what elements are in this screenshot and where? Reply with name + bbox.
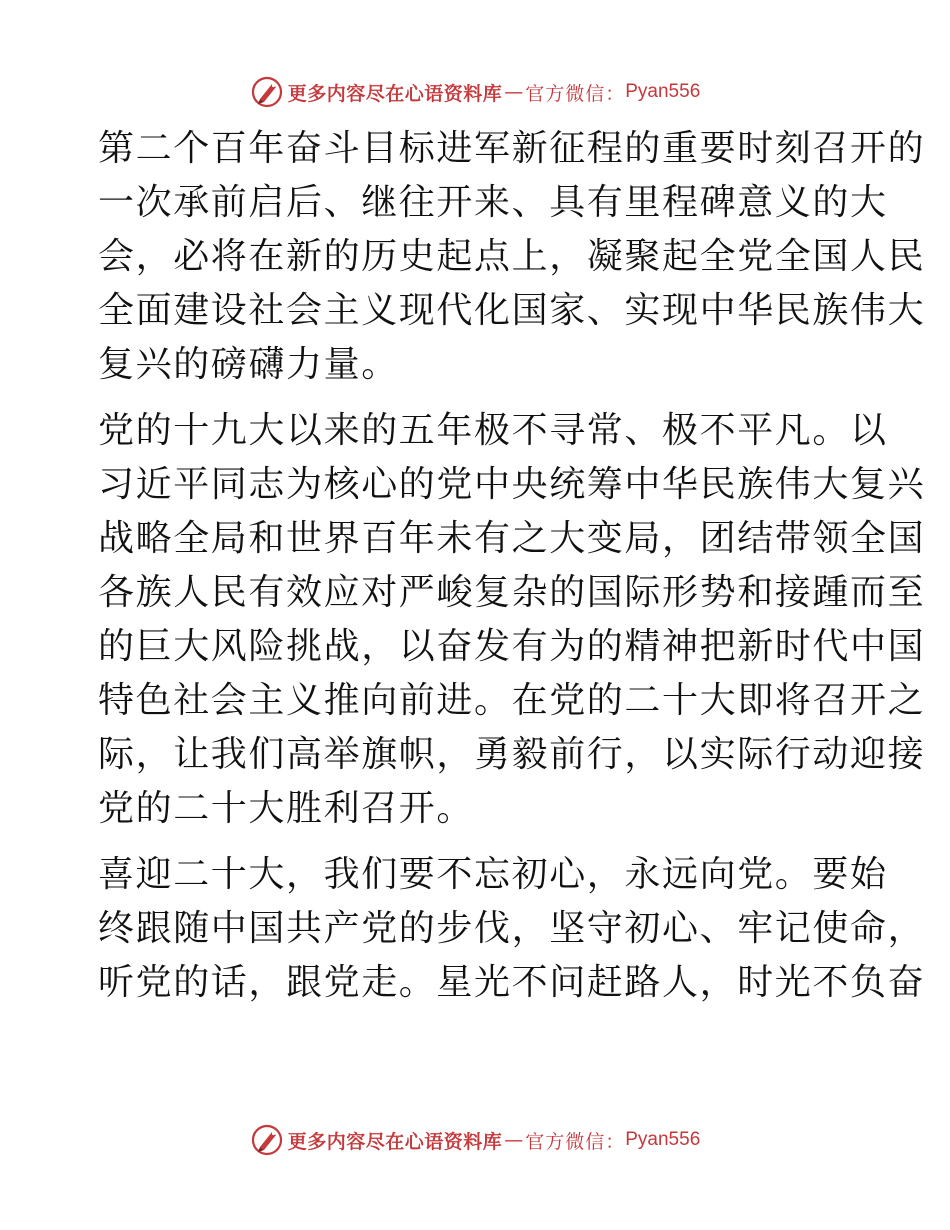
text-line: 特色社会主义推向前进。在党的二十大即将召开之 [98, 680, 926, 721]
header-banner [0, 72, 950, 112]
text-line: 听党的话，跟党走。星光不问赶路人，时光不负奋 [98, 962, 926, 1003]
banner-brand-text: 更多内容尽在心语资料库 [287, 82, 503, 105]
text-line: 的巨大风险挑战，以奋发有为的精神把新时代中国 [98, 626, 926, 667]
text-line: 际，让我们高举旗帜，勇毅前行，以实际行动迎接 [98, 734, 926, 775]
pen-logo-icon [250, 1123, 284, 1157]
footer-banner [0, 1120, 950, 1160]
banner-dash: — [504, 1129, 524, 1151]
paragraph [98, 404, 926, 836]
text-line: 习近平同志为核心的党中央统筹中华民族伟大复兴 [98, 464, 926, 505]
text-line: 一次承前启后、继往开来、具有里程碑意义的大 [98, 182, 888, 223]
text-line: 战略全局和世界百年未有之大变局，团结带领全国 [98, 518, 926, 559]
text-line: 喜迎二十大，我们要不忘初心，永远向党。要始 [98, 854, 888, 895]
banner-brand-text: 更多内容尽在心语资料库 [287, 1130, 503, 1153]
text-line: 终跟随中国共产党的步伐，坚守初心、牢记使命， [98, 908, 926, 949]
banner-wechat-id: Pyan556 [625, 1129, 701, 1150]
text-line: 全面建设社会主义现代化国家、实现中华民族伟大 [98, 290, 926, 331]
text-line: 会，必将在新的历史起点上，凝聚起全党全国人民 [98, 236, 926, 277]
text-line: 第二个百年奋斗目标进军新征程的重要时刻召开的 [98, 128, 926, 169]
paragraph [98, 848, 926, 1010]
text-line: 各族人民有效应对严峻复杂的国际形势和接踵而至 [98, 572, 926, 613]
document-body [98, 122, 926, 1010]
banner-dash: — [504, 81, 524, 103]
banner-wechat-label: 官方微信： [525, 1130, 626, 1153]
text-line: 党的十九大以来的五年极不寻常、极不平凡。以 [98, 410, 888, 451]
banner-wechat-id: Pyan556 [625, 81, 701, 102]
banner-wechat-label: 官方微信： [525, 82, 626, 105]
text-line: 党的二十大胜利召开。 [98, 788, 475, 829]
text-line: 复兴的磅礴力量。 [98, 344, 399, 385]
paragraph [98, 122, 926, 392]
pen-logo-icon [250, 75, 284, 109]
